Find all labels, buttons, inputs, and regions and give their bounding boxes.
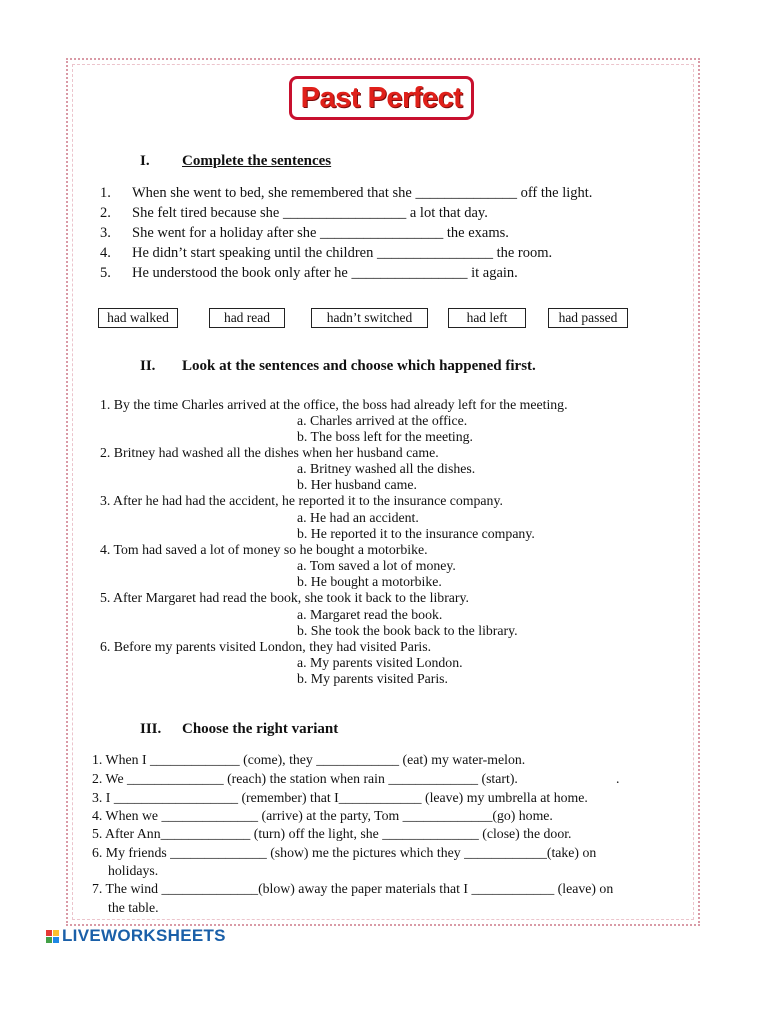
s2-question-5: 5. After Margaret had read the book, she took it back to the library. bbox=[100, 590, 469, 605]
section3-roman: III. bbox=[140, 721, 162, 737]
title-banner bbox=[289, 76, 474, 120]
s2-question-1: 1. By the time Charles arrived at the office, the boss had already left for the meeting. bbox=[100, 397, 568, 412]
word-bank-item: had passed bbox=[548, 308, 628, 328]
s1-item1-number: 1. bbox=[100, 185, 111, 201]
word-bank-item: had left bbox=[448, 308, 526, 328]
s2-option: a. Charles arrived at the office. bbox=[297, 413, 468, 428]
s3-line-5: 5. After Ann_____________ (turn) off the light, she ______________ (close) the door. bbox=[92, 826, 572, 841]
logo-text: LIVEWORKSHEETS bbox=[62, 926, 226, 945]
s3-line-7: 7. The wind ______________(blow) away the paper materials that I ____________ (leave) on bbox=[92, 881, 614, 896]
s1-item2-number: 2. bbox=[100, 205, 111, 221]
s1-item3-number: 3. bbox=[100, 225, 111, 241]
s1-item1-text: When she went to bed, she remembered that she ______________ off the light. bbox=[132, 185, 593, 201]
s2-question-3: 3. After he had had the accident, he reported it to the insurance company. bbox=[100, 493, 503, 508]
word-bank-item: had walked bbox=[98, 308, 178, 328]
s2-option: b. He bought a motorbike. bbox=[297, 574, 442, 589]
s2-option: a. My parents visited London. bbox=[297, 655, 463, 670]
s2-option: b. Her husband came. bbox=[297, 477, 417, 492]
section2-heading: Look at the sentences and choose which happened first. bbox=[182, 358, 536, 374]
s2-option: b. He reported it to the insurance company. bbox=[297, 526, 535, 541]
s1-item2-text: She felt tired because she _________________ a lot that day. bbox=[132, 205, 488, 221]
word-bank-item: had read bbox=[209, 308, 285, 328]
logo-mark-icon bbox=[46, 930, 59, 943]
s2-question-6: 6. Before my parents visited London, they had visited Paris. bbox=[100, 639, 432, 654]
s3-line-6: 6. My friends ______________ (show) me the pictures which they ____________(take) on bbox=[92, 845, 597, 860]
word-bank-item: hadn’t switched bbox=[311, 308, 428, 328]
s2-option: a. Britney washed all the dishes. bbox=[297, 461, 476, 476]
s3-line-7-cont: the table. bbox=[108, 900, 159, 915]
s3-line-2: 2. We ______________ (reach) the station when rain _____________ (start). bbox=[92, 771, 518, 786]
s2-option: b. She took the book back to the library. bbox=[297, 623, 518, 638]
s2-option: b. My parents visited Paris. bbox=[297, 671, 448, 686]
section2-roman: II. bbox=[140, 358, 156, 374]
s3-line-6-cont: holidays. bbox=[108, 863, 159, 878]
section1-roman: I. bbox=[140, 153, 150, 169]
s1-item4-number: 4. bbox=[100, 245, 111, 261]
s3-stray-dot: . bbox=[616, 771, 620, 786]
page-title: Past Perfect bbox=[300, 81, 463, 114]
s1-item3-text: She went for a holiday after she _________________ the exams. bbox=[132, 225, 509, 241]
s1-item5-number: 5. bbox=[100, 265, 111, 281]
section3-heading: Choose the right variant bbox=[182, 721, 339, 737]
s3-line-1: 1. When I _____________ (come), they ____________ (eat) my water-melon. bbox=[92, 752, 526, 767]
s1-item4-text: He didn’t start speaking until the children ________________ the room. bbox=[132, 245, 553, 261]
s2-question-4: 4. Tom had saved a lot of money so he bought a motorbike. bbox=[100, 542, 428, 557]
s2-option: a. He had an accident. bbox=[297, 510, 419, 525]
s2-option: a. Tom saved a lot of money. bbox=[297, 558, 456, 573]
s3-line-3: 3. I __________________ (remember) that I____________ (leave) my umbrella at home. bbox=[92, 790, 588, 805]
s2-option: b. The boss left for the meeting. bbox=[297, 429, 473, 444]
section1-heading: Complete the sentences bbox=[182, 153, 332, 169]
s1-item5-text: He understood the book only after he ________________ it again. bbox=[132, 265, 518, 281]
liveworksheets-logo bbox=[46, 926, 226, 946]
s2-option: a. Margaret read the book. bbox=[297, 607, 443, 622]
s3-line-4: 4. When we ______________ (arrive) at the party, Tom _____________(go) home. bbox=[92, 808, 553, 823]
s2-question-2: 2. Britney had washed all the dishes when her husband came. bbox=[100, 445, 439, 460]
